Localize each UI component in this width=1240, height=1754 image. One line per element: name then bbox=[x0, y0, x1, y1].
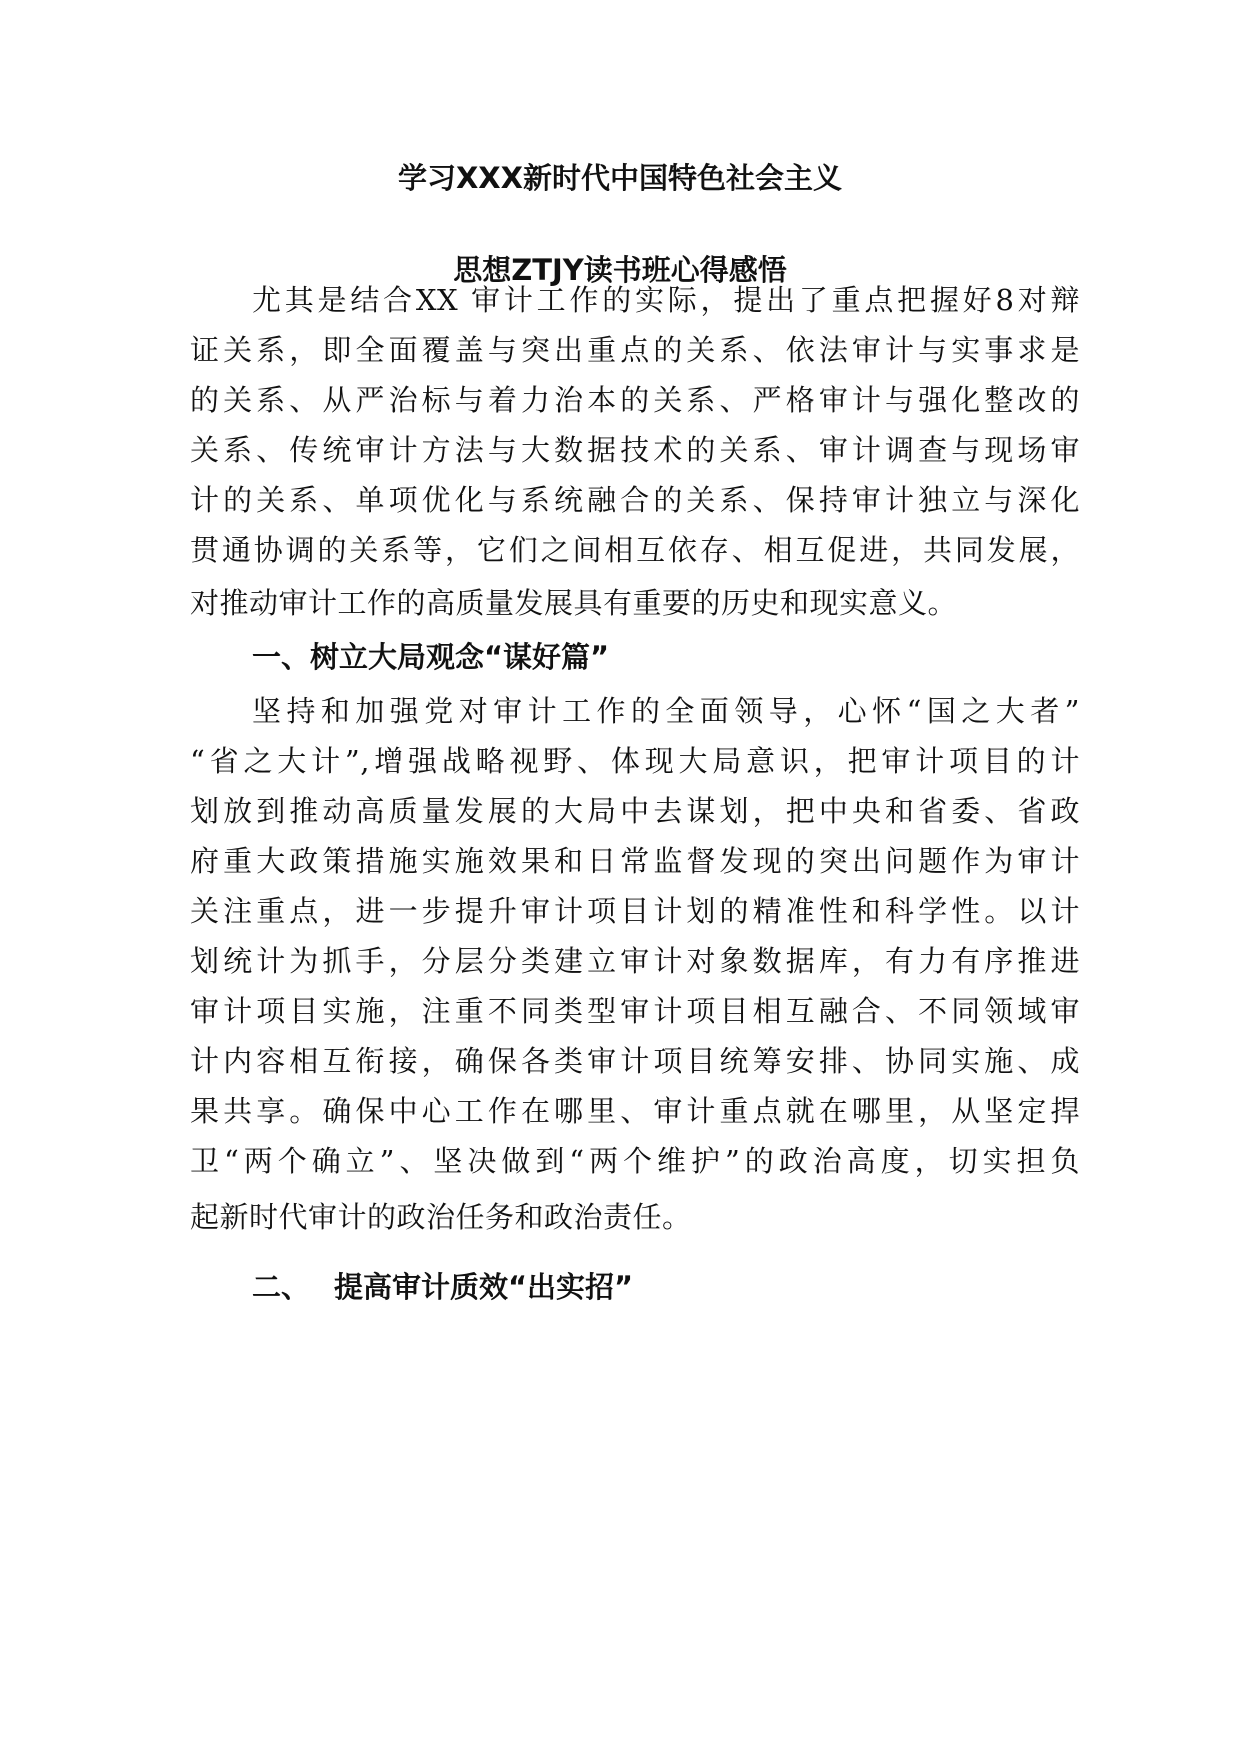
paragraph-1-line-7: 对推动审计工作的高质量发展具有重要的历史和现实意义。 bbox=[190, 586, 958, 620]
title-line-1: 学习XXX新时代中国特色社会主义 bbox=[397, 161, 843, 195]
paragraph-2-line-10: 卫“两个确立”、坚决做到“两个维护”的政治高度，切实担负 bbox=[190, 1144, 1080, 1178]
paragraph-1-line-1: 尤其是结合XX 审计工作的实际，提出了重点把握好8对辩 bbox=[252, 283, 1080, 317]
section-2-heading-text: 提高审计质效“出实招” bbox=[334, 1270, 634, 1304]
paragraph-2-line-8: 计内容相互衔接，确保各类审计项目统筹安排、协同实施、成 bbox=[190, 1044, 1080, 1078]
paragraph-2-line-3: 划放到推动高质量发展的大局中去谋划，把中央和省委、省政 bbox=[190, 794, 1080, 828]
section-2-heading-number: 二、 bbox=[252, 1270, 311, 1304]
paragraph-1-line-3: 的关系、从严治标与着力治本的关系、严格审计与强化整改的 bbox=[190, 383, 1080, 417]
paragraph-1-line-2: 证关系，即全面覆盖与突出重点的关系、依法审计与实事求是 bbox=[190, 333, 1080, 367]
paragraph-2-line-4: 府重大政策措施实施效果和日常监督发现的突出问题作为审计 bbox=[190, 844, 1080, 878]
paragraph-2-line-11: 起新时代审计的政治任务和政治责任。 bbox=[190, 1200, 692, 1234]
paragraph-2-line-5: 关注重点，进一步提升审计项目计划的精准性和科学性。以计 bbox=[190, 894, 1080, 928]
title-line-2: 思想ZTJY读书班心得感悟 bbox=[453, 253, 787, 287]
paragraph-2-line-2: “省之大计”,增强战略视野、体现大局意识，把审计项目的计 bbox=[190, 744, 1080, 778]
section-1-heading: 一、树立大局观念“谋好篇” bbox=[252, 640, 610, 674]
paragraph-2-line-6: 划统计为抓手，分层分类建立审计对象数据库，有力有序推进 bbox=[190, 944, 1080, 978]
paragraph-2-line-9: 果共享。确保中心工作在哪里、审计重点就在哪里，从坚定捍 bbox=[190, 1094, 1080, 1128]
paragraph-1-line-5: 计的关系、单项优化与系统融合的关系、保持审计独立与深化 bbox=[190, 483, 1080, 517]
paragraph-2-line-7: 审计项目实施，注重不同类型审计项目相互融合、不同领域审 bbox=[190, 994, 1080, 1028]
paragraph-2-line-1: 坚持和加强党对审计工作的全面领导，心怀“国之大者” bbox=[252, 694, 1080, 728]
section-2-heading bbox=[252, 1267, 633, 1307]
paragraph-1-line-6: 贯通协调的关系等，它们之间相互依存、相互促进，共同发展， bbox=[190, 533, 1080, 567]
paragraph-1-line-4: 关系、传统审计方法与大数据技术的关系、审计调查与现场审 bbox=[190, 433, 1080, 467]
